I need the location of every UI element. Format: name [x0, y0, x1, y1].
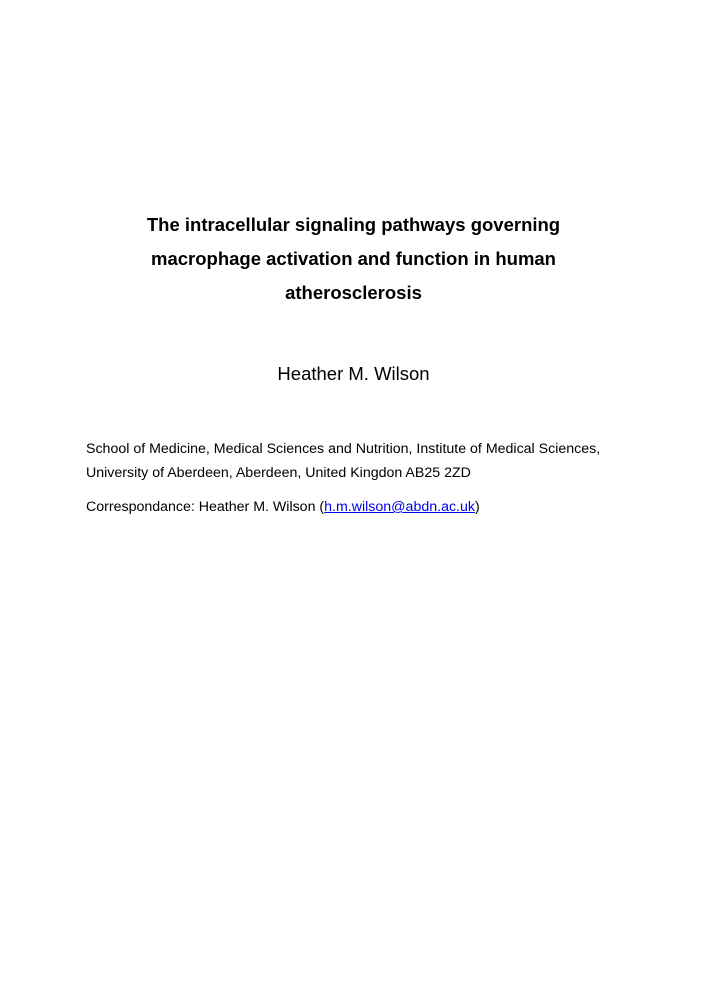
paper-title — [0, 208, 707, 310]
affiliation-line-2: University of Aberdeen, Aberdeen, United Kingdon AB25 2ZD — [86, 465, 471, 481]
correspondence — [86, 495, 686, 519]
affiliation-line-1: School of Medicine, Medical Sciences and Nutrition, Institute of Medical Sciences, — [86, 441, 601, 457]
title-line-2: macrophage activation and function in human — [151, 248, 556, 269]
title-line-1: The intracellular signaling pathways governing — [146, 214, 561, 235]
author-name: Heather M. Wilson — [277, 363, 430, 384]
title-line-3: atherosclerosis — [285, 282, 422, 303]
affiliation — [86, 437, 686, 485]
correspondence-prefix: Correspondance: Heather M. Wilson ( — [86, 499, 325, 515]
email-link[interactable]: h.m.wilson@abdn.ac.uk — [324, 499, 475, 515]
correspondence-suffix: ) — [474, 499, 480, 515]
